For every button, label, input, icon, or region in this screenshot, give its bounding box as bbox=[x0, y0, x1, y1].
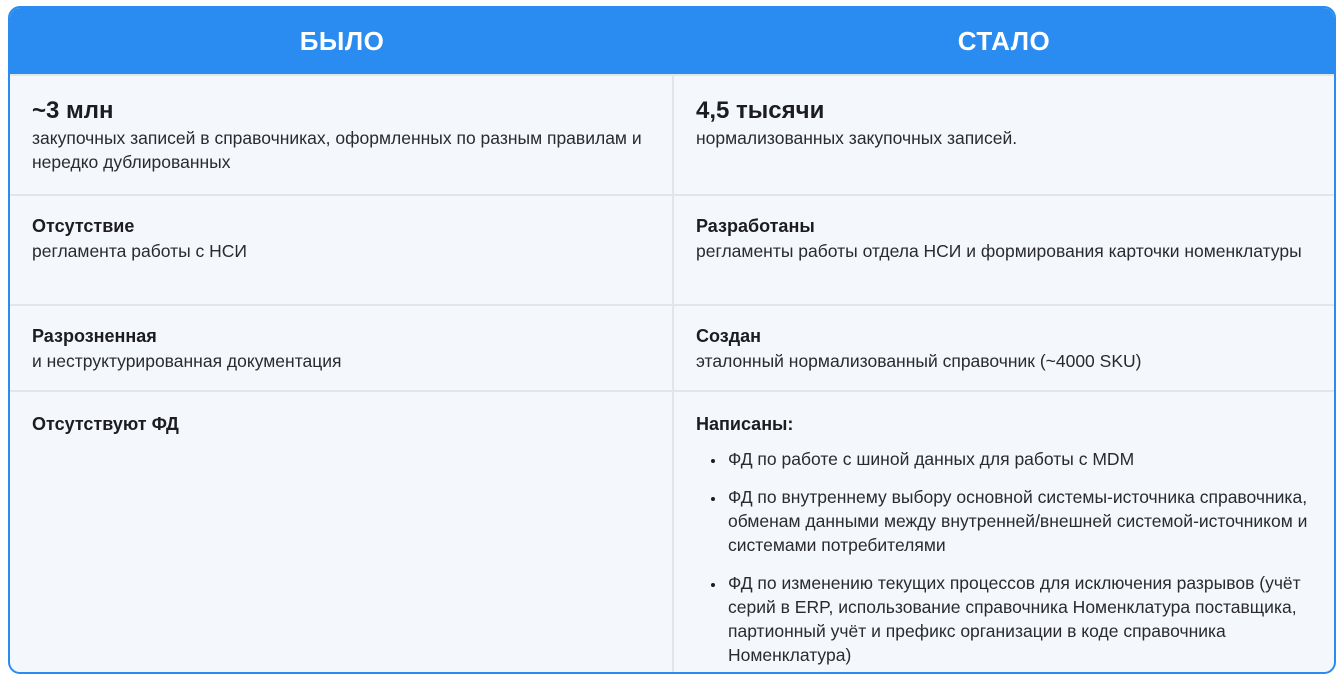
comparison-table bbox=[8, 6, 1336, 674]
cell-text: эталонный нормализованный справочник (~4000 SKU) bbox=[696, 351, 1142, 371]
header-after: СТАЛО bbox=[957, 25, 1051, 56]
cell-title: 4,5 тысячи bbox=[696, 97, 825, 124]
table-row bbox=[10, 74, 1334, 194]
cell-text: и неструктурированная документация bbox=[32, 351, 342, 371]
cell-text: нормализованных закупочных записей. bbox=[696, 128, 1018, 148]
cell-before bbox=[10, 392, 674, 674]
cell-after bbox=[674, 196, 1334, 304]
cell-title: Отсутствие bbox=[32, 216, 135, 236]
bullet-list bbox=[696, 447, 1312, 667]
list-item: • ФД по внутреннему выбору основной системы-источника справочника, обменам данными между внутренней/внешней системой-источником и системами потребителями bbox=[726, 485, 1312, 557]
cell-text: закупочных записей в справочниках, оформленных по разным правилам и нередко дублированных bbox=[32, 128, 642, 172]
cell-title: Отсутствуют ФД bbox=[32, 414, 179, 434]
cell-title: Разработаны bbox=[696, 216, 815, 236]
cell-before bbox=[10, 76, 674, 194]
table-row bbox=[10, 304, 1334, 390]
cell-before bbox=[10, 306, 674, 390]
cell-after bbox=[674, 392, 1334, 674]
cell-before bbox=[10, 196, 674, 304]
cell-text: регламента работы с НСИ bbox=[32, 241, 248, 261]
cell-title: Написаны: bbox=[696, 414, 794, 434]
cell-title: Создан bbox=[696, 326, 762, 346]
cell-after bbox=[674, 306, 1334, 390]
cell-title: ~3 млн bbox=[32, 97, 114, 124]
cell-text: регламенты работы отдела НСИ и формирования карточки номенклатуры bbox=[696, 241, 1302, 261]
cell-title: Разрозненная bbox=[32, 326, 157, 346]
table-row bbox=[10, 194, 1334, 304]
header-before: БЫЛО bbox=[299, 25, 385, 56]
table-row bbox=[10, 390, 1334, 674]
cell-after bbox=[674, 76, 1334, 194]
table-header bbox=[10, 8, 1334, 74]
list-item: • ФД по изменению текущих процессов для исключения разрывов (учёт серий в ERP, использование справочника Номенклатура поставщика, партионный учёт и префикс организации в коде справочника Номенклатура) bbox=[726, 571, 1312, 667]
list-item: • ФД по работе с шиной данных для работы с MDM bbox=[726, 447, 1312, 471]
